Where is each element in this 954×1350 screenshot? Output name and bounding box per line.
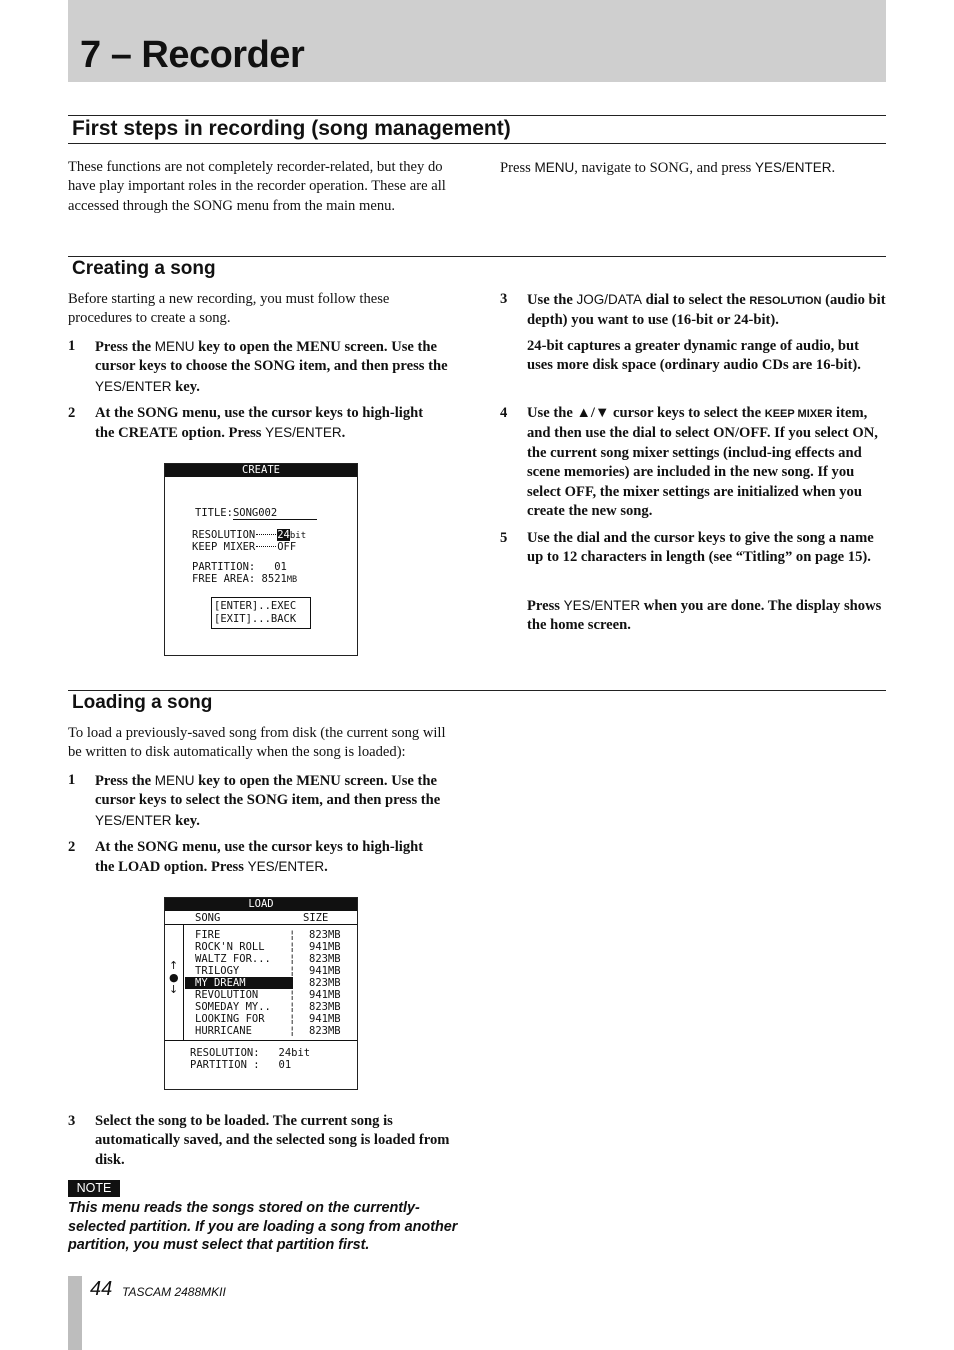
footer-product: TASCAM 2488MKII: [122, 1285, 226, 1299]
song-name: FIRE: [195, 929, 221, 941]
song-size: 941MB: [309, 941, 341, 953]
song-size: 823MB: [309, 929, 341, 941]
down-arrow-icon: ↓: [169, 983, 179, 996]
note-badge: NOTE: [68, 1180, 120, 1197]
song-size: 823MB: [309, 1001, 341, 1013]
create-exit-back: [EXIT]...BACK: [214, 613, 297, 625]
song-size: 823MB: [309, 953, 341, 965]
column-separator: ¦: [289, 989, 296, 1001]
column-separator: ¦: [289, 953, 296, 965]
column-separator: ¦: [289, 929, 296, 941]
load-song-list: [185, 929, 355, 1037]
creating-step-5-note: Press YES/ENTER when you are done. The display shows the home screen.: [527, 598, 882, 634]
column-separator: ¦: [289, 1001, 296, 1013]
song-row[interactable]: [185, 1013, 355, 1025]
creating-step-4: 4 Use the ▲/▼ cursor keys to select the KEEP MIXER item, and then use the dial to select ON/OFF. If you select ON, the current song mixer settings (includ-ing effects and scene memories) are included in the new song. If you select OFF, the mixer settings are initialized when you create the new song.: [500, 405, 878, 520]
song-name: HURRICANE: [195, 1025, 252, 1037]
song-name: ROCK'N ROLL: [195, 941, 265, 953]
creating-title: Creating a song: [72, 258, 216, 279]
column-separator: ¦: [289, 941, 296, 953]
loading-step-1: 1 Press the MENU key to open the MENU screen. Use the cursor keys to select the SONG item, and then press the YES/ENTER key.: [68, 772, 441, 829]
keep-mixer-value: OFF: [277, 541, 297, 553]
song-row[interactable]: [185, 953, 355, 965]
song-row[interactable]: [185, 1001, 355, 1013]
load-screen-title: LOAD: [165, 898, 357, 911]
column-separator: ¦: [289, 1025, 296, 1037]
creating-step-1: 1 Press the MENU key to open the MENU screen. Use the cursor keys to choose the SONG item, and then press the YES/ENTER key.: [68, 338, 448, 395]
create-partition-row: PARTITION: 01: [192, 561, 287, 573]
section-bottom-rule: [68, 143, 886, 144]
jog-dial-icon: ●: [169, 971, 179, 984]
song-size: 823MB: [309, 1025, 341, 1037]
creating-step-5: 5 Use the dial and the cursor keys to give the song a name up to 12 characters in length (see “Titling” on page 15).: [500, 530, 874, 566]
page-number: 44: [90, 1278, 113, 1300]
creating-step-2: 2 At the SONG menu, use the cursor keys to high-light the CREATE option. Press YES/ENTER.: [68, 405, 424, 442]
song-name: WALTZ FOR...: [195, 953, 271, 965]
column-separator: ¦: [289, 965, 296, 977]
creating-rule: [68, 256, 886, 257]
song-row[interactable]: [185, 965, 355, 977]
create-action-box: [211, 597, 311, 629]
column-separator: ¦: [289, 1013, 296, 1025]
create-screen-title: CREATE: [165, 464, 357, 477]
section-title: First steps in recording (song management): [72, 117, 511, 140]
song-size: 941MB: [309, 1013, 341, 1025]
song-row[interactable]: [185, 941, 355, 953]
yes-enter-key-label: YES/ENTER: [755, 160, 832, 175]
section-access-instructions: Press MENU, navigate to SONG, and press YES/ENTER.: [500, 160, 836, 176]
up-arrow-icon: ↑: [169, 959, 179, 972]
section-intro: These functions are not completely recorder-related, but they do have play important roles in the recorder operation. These are all accessed through the SONG menu from the main menu.: [68, 159, 446, 214]
create-keep-mixer-row: KEEP MIXER OFF: [192, 541, 297, 553]
menu-key-label: MENU: [534, 160, 575, 175]
song-name: TRILOGY: [195, 965, 240, 977]
create-resolution-row: RESOLUTION 24bit: [192, 529, 307, 541]
load-screen: [164, 897, 358, 1090]
song-row[interactable]: [185, 929, 355, 941]
song-row[interactable]: [185, 977, 355, 989]
column-separator: ¦: [289, 977, 296, 989]
create-title-row: TITLE:SONG002: [195, 507, 317, 519]
song-name: REVOLUTION: [195, 989, 259, 1001]
creating-step-3-note: 24-bit captures a greater dynamic range of audio, but uses more disk space (ordinary audio CDs are 16-bit).: [527, 338, 861, 374]
create-screen: [164, 463, 358, 656]
section-top-rule: [68, 115, 886, 116]
song-name: MY DREAM: [185, 977, 293, 989]
create-enter-exec: [ENTER]..EXEC: [214, 600, 297, 612]
load-footer-rule: [165, 1040, 357, 1041]
loading-intro: To load a previously-saved song from disk (the current song will be written to disk automatically when the song is loaded):: [68, 725, 446, 761]
footer-bar: [68, 1276, 82, 1350]
resolution-value: 24: [277, 529, 290, 541]
song-size: 941MB: [309, 989, 341, 1001]
creating-intro: Before starting a new recording, you must follow these procedures to create a song.: [68, 291, 390, 327]
song-name: LOOKING FOR: [195, 1013, 265, 1025]
loading-title: Loading a song: [72, 692, 213, 713]
song-row[interactable]: [185, 989, 355, 1001]
load-partition-row: PARTITION : 01: [190, 1059, 292, 1071]
song-size: 941MB: [309, 965, 341, 977]
song-row[interactable]: [185, 1025, 355, 1037]
song-name: SOMEDAY MY..: [195, 1001, 271, 1013]
note-text: This menu reads the songs stored on the currently-selected partition. If you are loading a song from another partition, you must select that partition first.: [68, 1200, 458, 1253]
load-col-size: SIZE: [303, 912, 329, 924]
creating-step-3: 3 Use the JOG/DATA dial to select the RESOLUTION (audio bit depth) you want to use (16-bit or 24-bit).: [500, 291, 886, 329]
chapter-title: 7 – Recorder: [80, 34, 305, 76]
load-scroll-arrows: [169, 960, 179, 996]
load-header-rule: [165, 924, 357, 925]
create-free-area-row: FREE AREA: 8521MB: [192, 573, 298, 585]
load-resolution-row: RESOLUTION: 24bit: [190, 1047, 311, 1059]
load-scroll-divider: [183, 925, 184, 1040]
loading-rule: [68, 690, 886, 691]
song-size: 823MB: [309, 977, 341, 989]
loading-step-3: 3 Select the song to be loaded. The current song is automatically saved, and the selected song is loaded from disk.: [68, 1113, 450, 1168]
load-col-song: SONG: [195, 912, 221, 924]
loading-step-2: 2 At the SONG menu, use the cursor keys to high-light the LOAD option. Press YES/ENTER.: [68, 839, 424, 876]
